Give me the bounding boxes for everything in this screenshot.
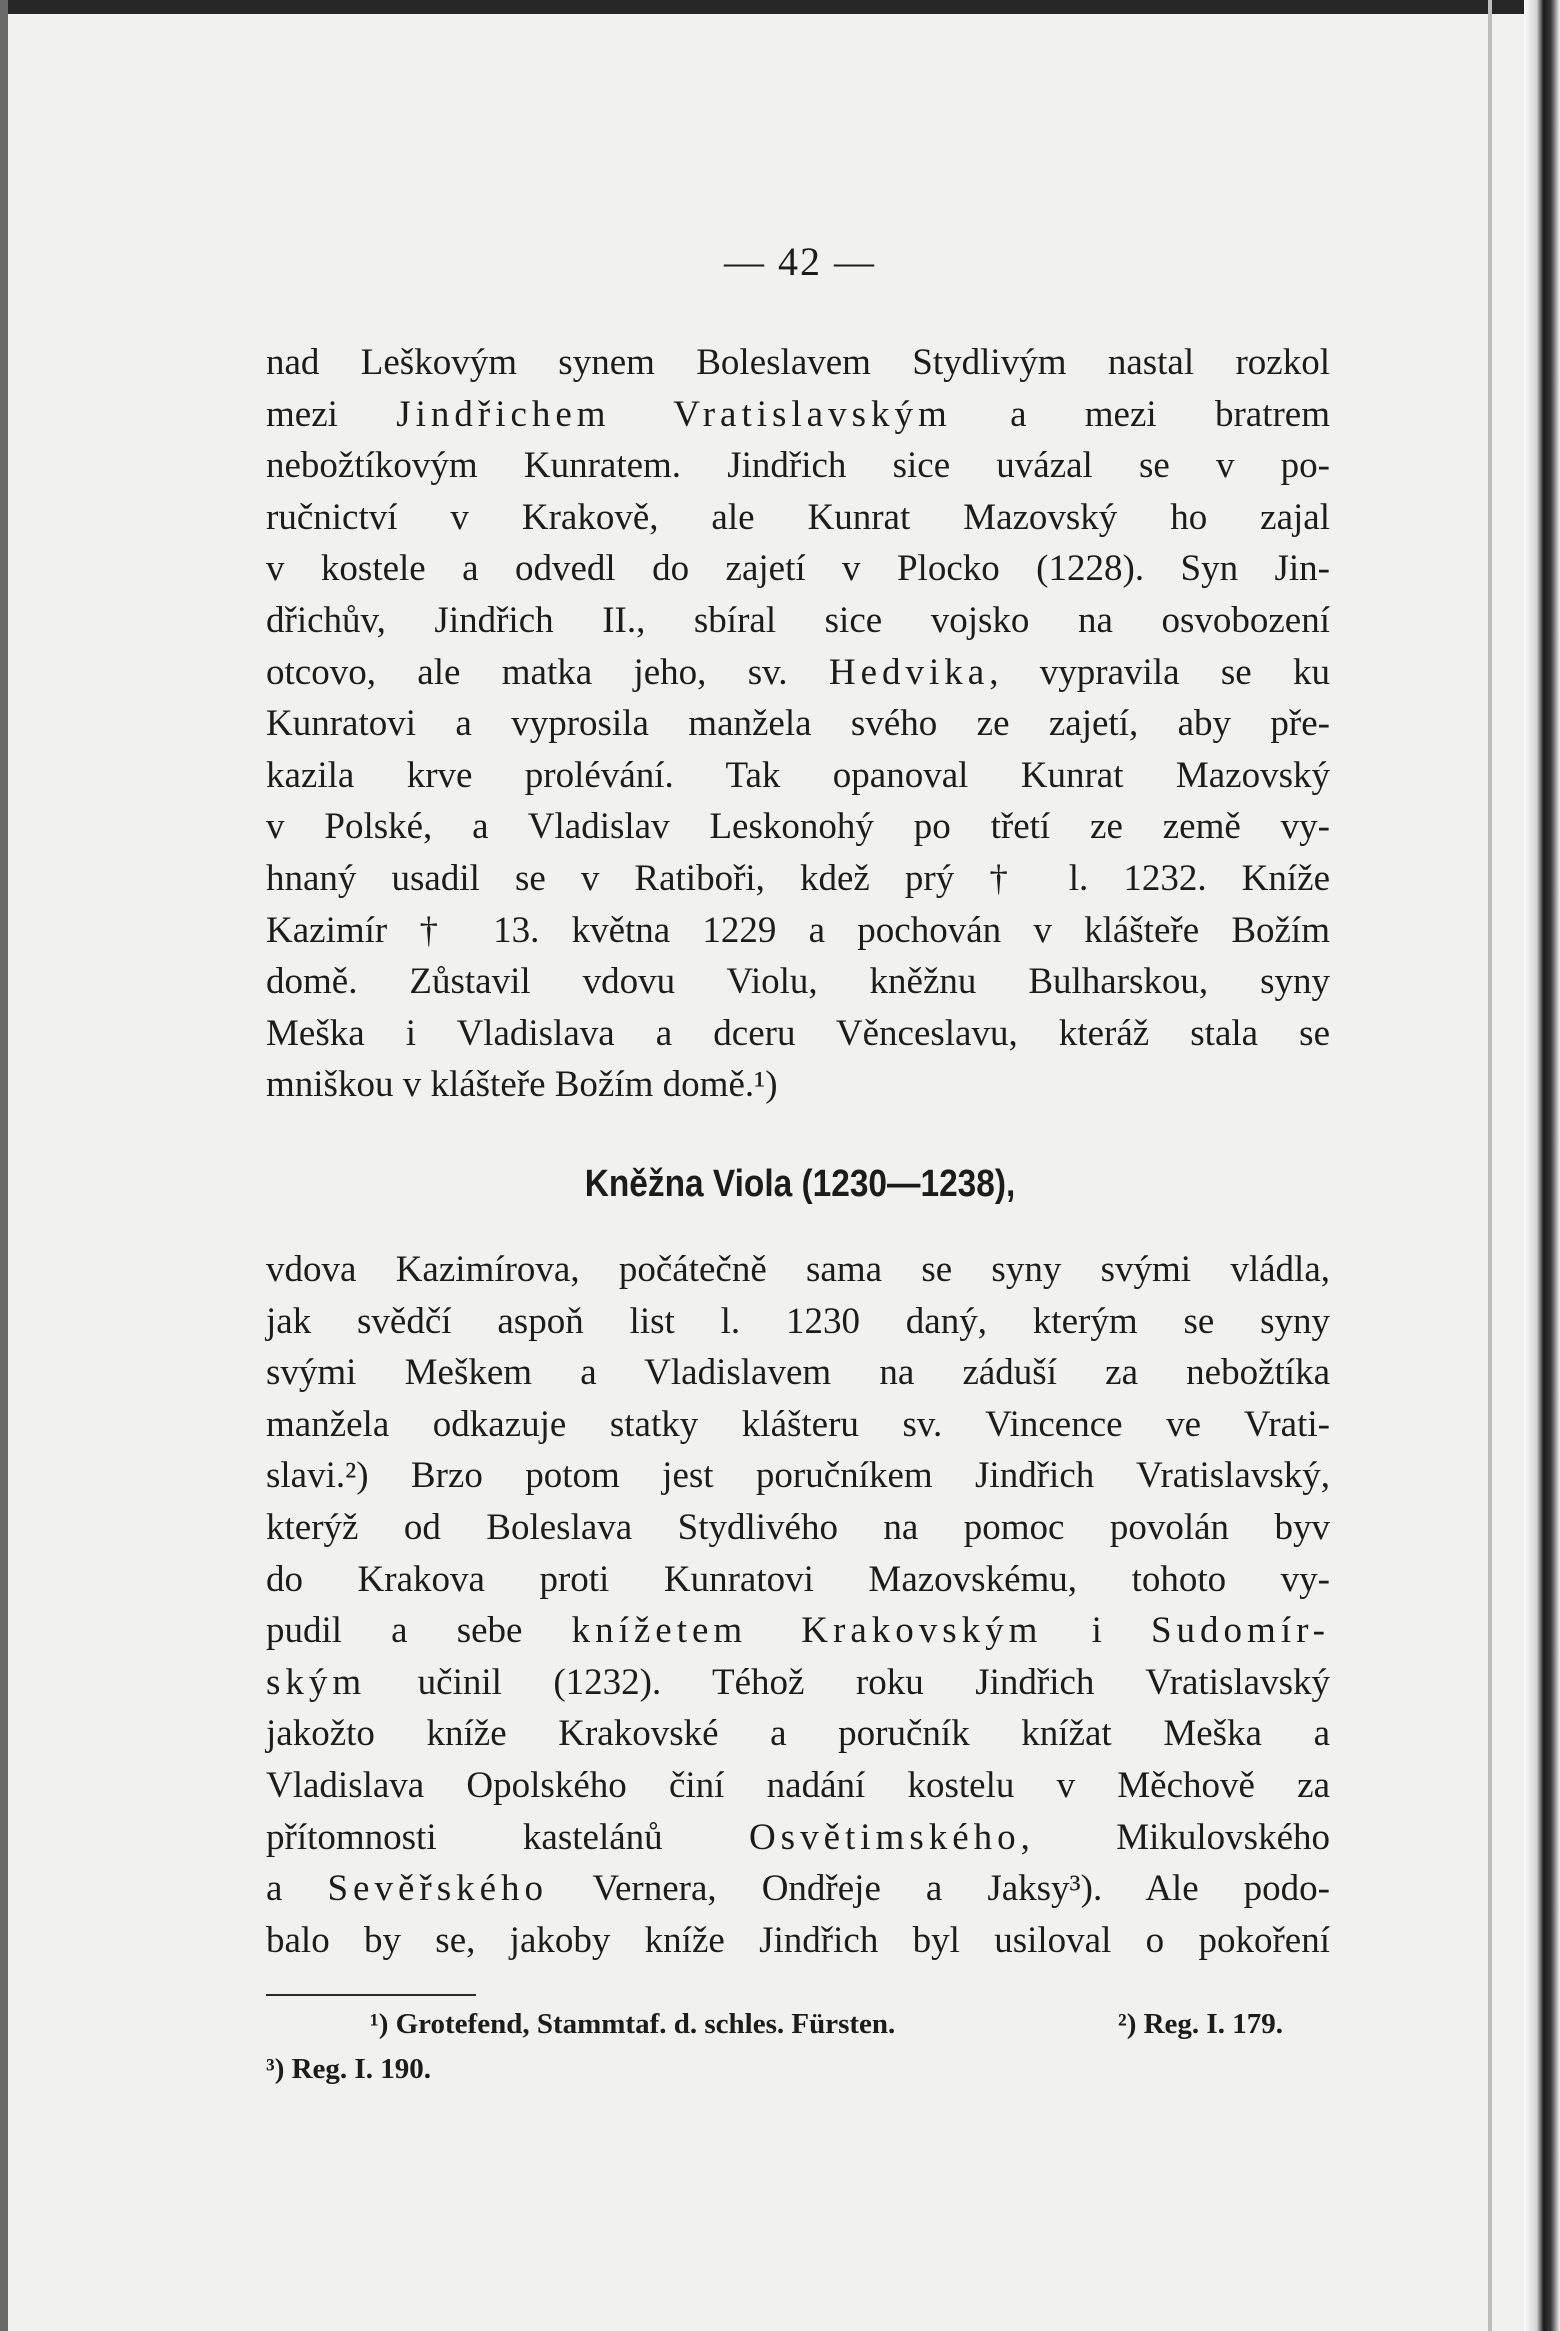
text-line: nad Leškovým synem Boleslavem Stydlivým nastal rozkol <box>266 342 1330 383</box>
text-line: ským učinil (1232). Téhož roku Jindřich Vratislavský <box>266 1661 1330 1703</box>
text-line: přítomnosti kastelánů Osvětimského, Mikulovského <box>266 1816 1330 1858</box>
text-line: Meška i Vladislava a dceru Věnceslavu, kteráž stala se <box>266 1012 1330 1054</box>
text-line: svými Meškem a Vladislavem na záduší za nebožtíka <box>266 1352 1330 1394</box>
text-line: dřichův, Jindřich II., sbíral sice vojsko na osvobození <box>266 600 1330 641</box>
text-line: domě. Zůstavil vdovu Violu, kněžnu Bulharskou, syny <box>266 961 1330 1003</box>
text-line: balo by se, jakoby kníže Jindřich byl usiloval o pokoření <box>266 1919 1330 1961</box>
scan-right-edge <box>1524 0 1560 2331</box>
text-line: pudil a sebe knížetem Krakovským i Sudomír- <box>266 1610 1331 1652</box>
footnote-3: ³) Reg. I. 190. <box>266 2053 431 2085</box>
text-line: Kazimír † 13. května 1229 a pochován v klášteře Božím <box>266 909 1330 951</box>
text-line: kazila krve prolévání. Tak opanoval Kunrat Mazovský <box>266 754 1330 796</box>
footnote-2: ²) Reg. I. 179. <box>1118 2008 1283 2040</box>
text-line: hnaný usadil se v Ratiboři, kdež prý † l. 1232. Kníže <box>266 858 1330 899</box>
text-line: otcovo, ale matka jeho, sv. Hedvika, vypravila se ku <box>266 651 1330 693</box>
text-line: jakožto kníže Krakovské a poručník knížat Meška a <box>266 1713 1330 1755</box>
text-line: v kostele a odvedl do zajetí v Plocko (1228). Syn Jin- <box>266 548 1330 590</box>
text-line: jak svědčí aspoň list l. 1230 daný, kterým se syny <box>266 1300 1330 1342</box>
text-line: mniškou v klášteře Božím domě.¹) <box>266 1064 778 1106</box>
text-line: mezi Jindřichem Vratislavským a mezi bratrem <box>266 393 1331 435</box>
text-line: manžela odkazuje statky klášteru sv. Vincence ve Vrati- <box>266 1403 1330 1445</box>
text-line: Vladislava Opolského činí nadání kostelu v Měchově za <box>266 1765 1330 1806</box>
text-line: ručnictví v Krakově, ale Kunrat Mazovský ho zajal <box>266 496 1330 538</box>
footnote-rule <box>266 1994 476 1996</box>
text-line: do Krakova proti Kunratovi Mazovskému, tohoto vy- <box>266 1558 1330 1600</box>
scan-left-edge <box>0 0 8 2331</box>
text-line: a Sevěřského Vernera, Ondřeje a Jaksy³). Ale podo- <box>266 1868 1330 1910</box>
page-number: — 42 — <box>724 239 876 284</box>
footnote-1: ¹) Grotefend, Stammtaf. d. schles. Fürsten. <box>370 2008 896 2040</box>
scan-top-edge <box>0 0 1560 14</box>
text-line: slavi.²) Brzo potom jest poručníkem Jindřich Vratislavský, <box>266 1455 1330 1497</box>
text-line: kterýž od Boleslava Stydlivého na pomoc povolán byv <box>266 1507 1330 1548</box>
text-line: nebožtíkovým Kunratem. Jindřich sice uvázal se v po- <box>266 445 1330 487</box>
text-line: Kunratovi a vyprosila manžela svého ze zajetí, aby pře- <box>266 703 1330 745</box>
section-heading: Kněžna Viola (1230—1238), <box>584 1163 1016 1205</box>
text-line: v Polské, a Vladislav Leskonohý po třetí ze země vy- <box>266 806 1330 848</box>
text-line: vdova Kazimírova, počátečně sama se syny svými vládla, <box>266 1249 1330 1290</box>
